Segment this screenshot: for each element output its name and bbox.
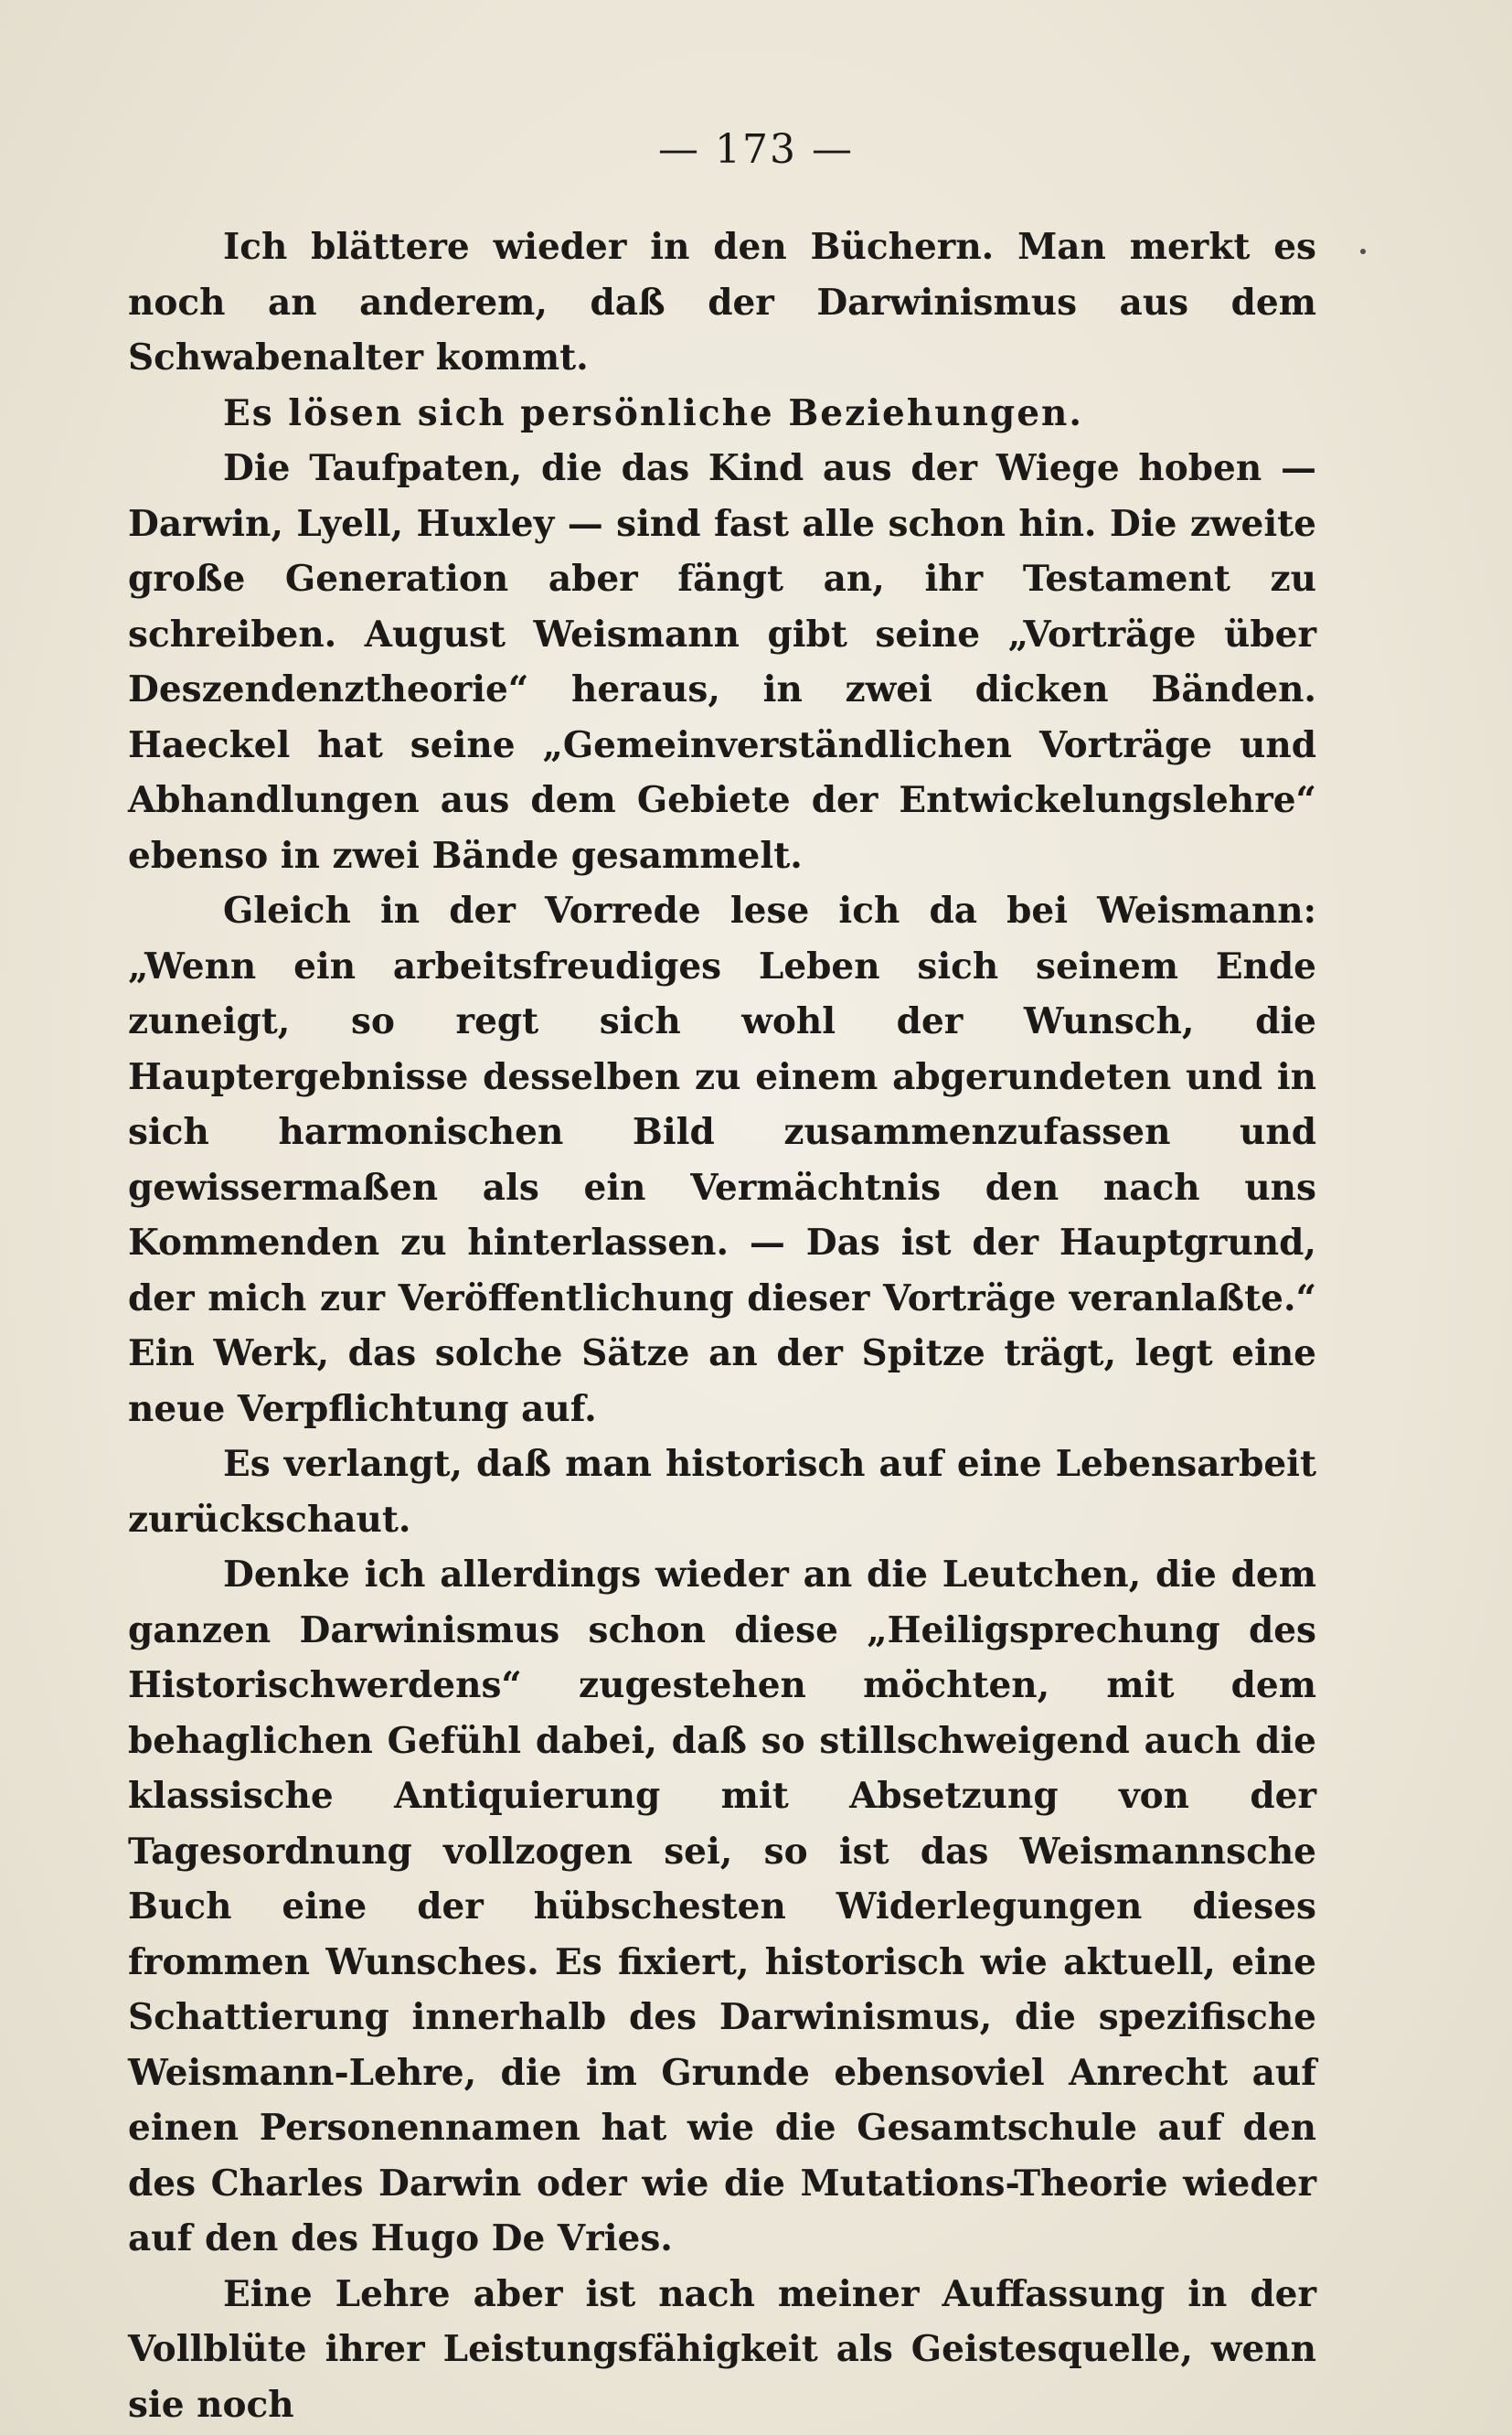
- paragraph-5: Es verlangt, daß man historisch auf eine Lebensarbeit zurückschaut.: [128, 1443, 1316, 1541]
- ink-speck: [1360, 249, 1366, 254]
- body-text: [128, 219, 1316, 2432]
- paragraph-2: Es lösen sich persönliche Beziehungen.: [223, 391, 1083, 434]
- paragraph-3: Die Taufpaten, die das Kind aus der Wiege hoben — Darwin, Lyell, Huxley — sind fast alle schon hin. Die zweite große Generation aber fängt an, ihr Testament zu schreiben. August Weismann gibt seine „Vorträge über Deszendenztheorie“ heraus, in zwei dicken Bänden. Haeckel hat seine „Gemeinverständlichen Vorträge und Abhandlungen aus dem Gebiete der Entwickelungslehre“ ebenso in zwei Bände gesammelt.: [128, 447, 1316, 877]
- page-number: — 173 —: [658, 126, 854, 173]
- paragraph-7: Eine Lehre aber ist nach meiner Auffassung in der Vollblüte ihrer Leistungsfähigkeit als Geistesquelle, wenn sie noch: [128, 2272, 1316, 2426]
- paragraph-4: Gleich in der Vorrede lese ich da bei Weismann: „Wenn ein arbeitsfreudiges Leben sich seinem Ende zuneigt, so regt sich wohl der Wunsch, die Hauptergebnisse desselben zu einem abgerundeten und in sich harmonischen Bild zusammenzufassen und gewissermaßen als ein Vermächtnis den nach uns Kommenden zu hinterlassen. — Das ist der Hauptgrund, der mich zur Veröffentlichung dieser Vorträge veranlaßte.“ Ein Werk, das solche Sätze an der Spitze trägt, legt eine neue Verpflichtung auf.: [128, 890, 1316, 1430]
- paragraph-1: Ich blättere wieder in den Büchern. Man merkt es noch an anderem, daß der Darwinismus aus dem Schwabenalter kommt.: [128, 226, 1316, 379]
- paragraph-6: Denke ich allerdings wieder an die Leutchen, die dem ganzen Darwinismus schon diese „Heiligsprechung des Historischwerdens“ zugestehen möchten, mit dem behaglichen Gefühl dabei, daß so stillschweigend auch die klassische Antiquierung mit Absetzung von der Tagesordnung vollzogen sei, so ist das Weismannsche Buch eine der hübschesten Widerlegungen dieses frommen Wunsches. Es fixiert, historisch wie aktuell, eine Schattierung innerhalb des Darwinismus, die spezifische Weismann-Lehre, die im Grunde ebensoviel Anrecht auf einen Personennamen hat wie die Gesamtschule auf den des Charles Darwin oder wie die Mutations-Theorie wieder auf den des Hugo De Vries.: [128, 1554, 1316, 2259]
